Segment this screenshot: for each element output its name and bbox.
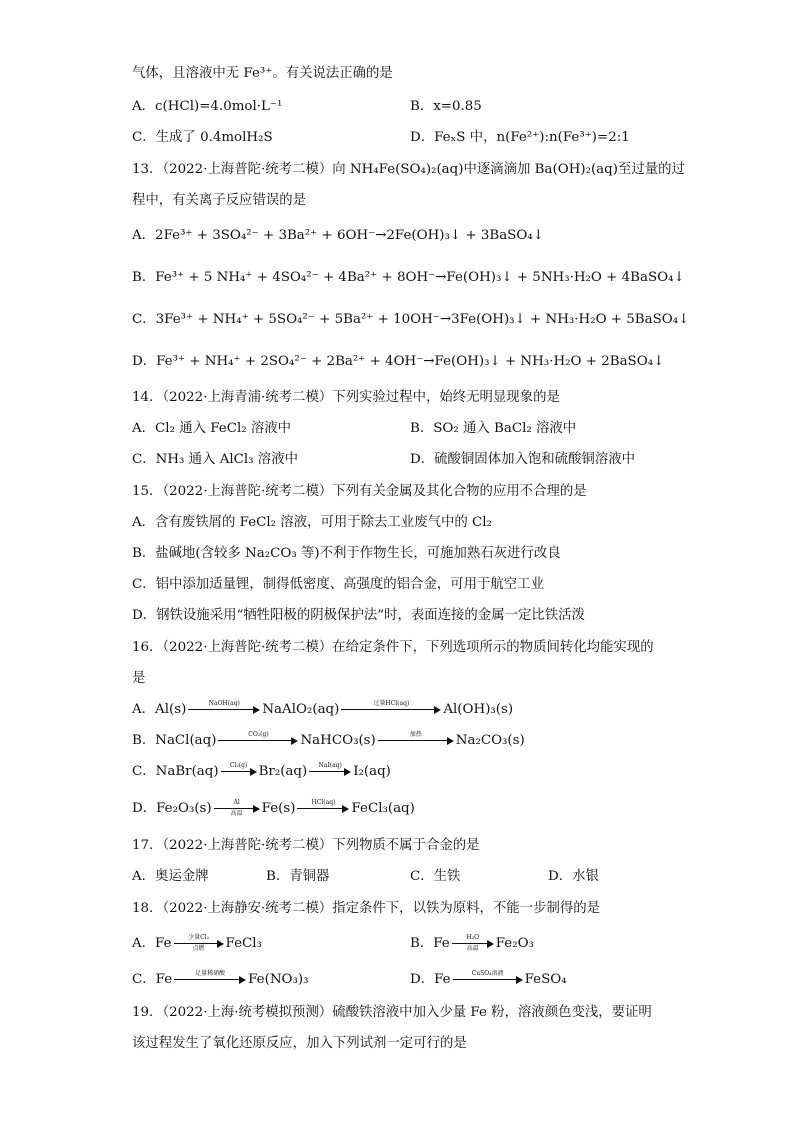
reaction-arrow-icon	[188, 699, 260, 717]
reaction-arrow-icon	[174, 969, 246, 987]
q16-option-c[interactable]	[132, 762, 672, 782]
q16-b-product: Na₂CO₃(s)	[455, 733, 525, 748]
q13-stem-line1: 13．（2022·上海普陀·统考二模）向 NH₄Fe(SO₄)₂(aq)中逐滴滴加 Ba(OH)₂(aq)至过量的过	[132, 162, 685, 177]
arrow-condition-below: 高温	[230, 809, 243, 817]
q15-option-b[interactable]: B．盐碱地(含较多 Na₂CO₃ 等)不利于作物生长，可施加熟石灰进行改良	[132, 546, 561, 561]
q16-b-intermediate: NaHCO₃(s)	[300, 733, 376, 748]
q16-option-b[interactable]	[132, 731, 672, 751]
q18-a-product: FeCl₃	[225, 936, 262, 951]
arrow-condition: CO₂(g)	[248, 730, 269, 738]
reaction-arrow-icon	[214, 798, 260, 817]
q16-c-product: I₂(aq)	[353, 764, 391, 779]
q15-option-d[interactable]: D．钢铁设施采用“牺牲阳极的阴极保护法”时，表面连接的金属一定比铁活泼	[132, 608, 585, 623]
reaction-arrow-icon	[341, 699, 441, 717]
q16-stem-line1: 16．（2022·上海普陀·统考二模）在给定条件下，下列选项所示的物质间转化均能实现的	[132, 640, 654, 655]
arrow-condition: Al	[233, 798, 240, 806]
q17-stem: 17．（2022·上海普陀·统考二模）下列物质不属于合金的是	[132, 838, 480, 853]
q18-option-c[interactable]	[132, 970, 309, 990]
q17-option-a[interactable]: A．奥运金牌	[132, 869, 209, 884]
arrow-condition: 少量Cl₂	[188, 933, 209, 941]
q16-option-a[interactable]	[132, 700, 672, 720]
q15-option-a[interactable]: A．含有废铁屑的 FeCl₂ 溶液，可用于除去工业废气中的 Cl₂	[132, 515, 492, 530]
q16-a-product: Al(OH)₃(s)	[443, 702, 514, 717]
q14-option-b[interactable]: B．SO₂ 通入 BaCl₂ 溶液中	[410, 421, 577, 436]
q13-option-d[interactable]: D．Fe³⁺ + NH₄⁺ + 2SO₄²⁻ + 2Ba²⁺ + 4OH⁻→Fe(OH)₃↓ + NH₃·H₂O + 2BaSO₄↓	[132, 354, 665, 369]
q15-option-c[interactable]: C．铝中添加适量锂，制得低密度、高强度的铝合金，可用于航空工业	[132, 577, 544, 592]
q12-option-b[interactable]: B．x=0.85	[410, 99, 482, 114]
arrow-condition: 加热	[409, 730, 422, 738]
q16-a-intermediate: NaAlO₂(aq)	[262, 702, 340, 717]
q18-option-b[interactable]	[410, 934, 534, 954]
reaction-arrow-icon	[309, 761, 351, 779]
arrow-condition: 过量HCl(aq)	[373, 699, 410, 707]
arrow-condition: Cl₂(g)	[229, 761, 248, 769]
q13-option-c[interactable]: C．3Fe³⁺ + NH₄⁺ + 5SO₄²⁻ + 5Ba²⁺ + 10OH⁻→3Fe(OH)₃↓ + NH₃·H₂O + 5BaSO₄↓	[132, 312, 690, 327]
q12-option-c[interactable]: C．生成了 0.4molH₂S	[132, 130, 273, 145]
q18-b-reactant: B．Fe	[410, 936, 450, 951]
q15-stem: 15．（2022·上海普陀·统考二模）下列有关金属及其化合物的应用不合理的是	[132, 484, 587, 499]
q18-c-reactant: C．Fe	[132, 972, 173, 987]
reaction-arrow-icon	[218, 730, 298, 748]
reaction-arrow-icon	[221, 761, 257, 779]
q18-b-product: Fe₂O₃	[495, 936, 534, 951]
q16-c-intermediate: Br₂(aq)	[258, 764, 308, 779]
q18-stem: 18．（2022·上海静安·统考二模）指定条件下，以铁为原料，不能一步制得的是	[132, 901, 601, 916]
q14-option-a[interactable]: A．Cl₂ 通入 FeCl₂ 溶液中	[132, 421, 292, 436]
q17-option-d[interactable]: D．水银	[548, 869, 599, 884]
arrow-condition-below: 高温	[466, 944, 479, 952]
arrow-condition: NaI(aq)	[318, 761, 342, 769]
arrow-condition-below: 点燃	[192, 944, 205, 952]
q14-stem: 14．（2022·上海青浦·统考二模）下列实验过程中，始终无明显现象的是	[132, 390, 560, 405]
q18-d-product: FeSO₄	[524, 972, 567, 987]
q16-stem-line2: 是	[132, 671, 146, 686]
q16-option-d[interactable]	[132, 799, 672, 819]
q16-d-product: FeCl₃(aq)	[351, 801, 415, 816]
reaction-arrow-icon	[452, 933, 494, 952]
arrow-condition: HCl(aq)	[311, 798, 336, 806]
q17-option-b[interactable]: B．青铜器	[266, 869, 330, 884]
q13-option-a[interactable]: A．2Fe³⁺ + 3SO₄²⁻ + 3Ba²⁺ + 6OH⁻→2Fe(OH)₃↓ + 3BaSO₄↓	[132, 228, 544, 243]
arrow-condition: H₂O	[466, 933, 479, 941]
q17-option-c[interactable]: C．生铁	[410, 869, 461, 884]
reaction-arrow-icon	[453, 969, 523, 987]
q16-c-reactant: C．NaBr(aq)	[132, 764, 219, 779]
q16-d-reactant: D．Fe₂O₃(s)	[132, 801, 212, 816]
q12-stem-tail: 气体，且溶液中无 Fe³⁺。有关说法正确的是	[132, 66, 393, 81]
q14-option-d[interactable]: D．硫酸铜固体加入饱和硫酸铜溶液中	[410, 452, 635, 467]
reaction-arrow-icon	[174, 933, 224, 952]
q18-a-reactant: A．Fe	[132, 936, 172, 951]
q16-a-reactant: A．Al(s)	[132, 702, 187, 717]
arrow-condition: NaOH(aq)	[208, 699, 240, 707]
q12-option-a[interactable]: A．c(HCl)=4.0mol·L⁻¹	[132, 99, 283, 114]
q18-c-product: Fe(NO₃)₃	[248, 972, 309, 987]
arrow-condition: CuSO₄溶液	[471, 969, 504, 977]
q16-b-reactant: B．NaCl(aq)	[132, 733, 217, 748]
q12-option-d[interactable]: D．FeₓS 中，n(Fe²⁺):n(Fe³⁺)=2:1	[410, 130, 630, 145]
q18-option-d[interactable]	[410, 970, 567, 990]
q13-option-b[interactable]: B．Fe³⁺ + 5 NH₄⁺ + 4SO₄²⁻ + 4Ba²⁺ + 8OH⁻→Fe(OH)₃↓ + 5NH₃·H₂O + 4BaSO₄↓	[132, 270, 685, 285]
q16-d-intermediate: Fe(s)	[261, 801, 296, 816]
arrow-condition: 足量稀硝酸	[195, 969, 226, 977]
q13-stem-line2: 程中，有关离子反应错误的是	[132, 193, 307, 208]
reaction-arrow-icon	[297, 798, 349, 816]
q14-option-c[interactable]: C．NH₃ 通入 AlCl₃ 溶液中	[132, 452, 298, 467]
q18-d-reactant: D．Fe	[410, 972, 451, 987]
q18-option-a[interactable]	[132, 934, 262, 954]
reaction-arrow-icon	[378, 730, 454, 748]
q19-stem-line2: 该过程发生了氧化还原反应，加入下列试剂一定可行的是	[132, 1036, 467, 1051]
q19-stem-line1: 19．（2022·上海·统考模拟预测）硫酸铁溶液中加入少量 Fe 粉，溶液颜色变浅，要证明	[132, 1005, 652, 1020]
